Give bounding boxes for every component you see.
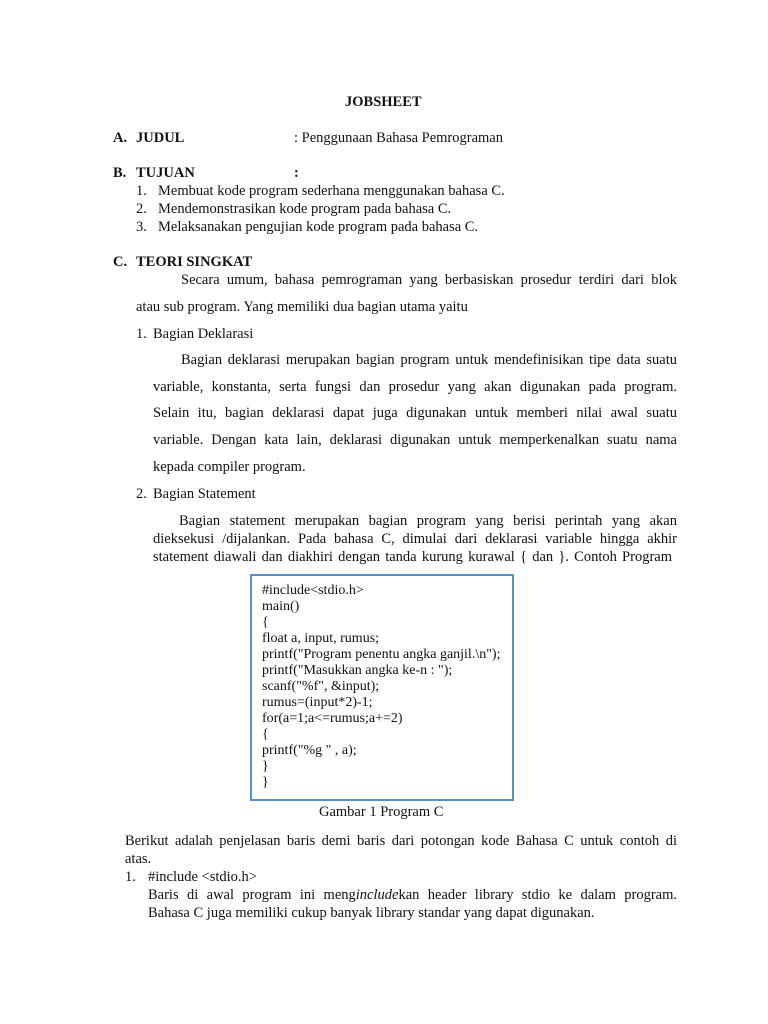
paragraph-line: Berikut adalah penjelasan baris demi baris dari potongan kode Bahasa C untuk contoh di [125,833,677,849]
paragraph-line: kepada compiler program. [153,459,306,475]
section-a-letter: A. [113,130,128,146]
code-line: { [262,727,269,742]
paragraph-line: Bagian deklarasi merupakan bagian program untuk mendefinisikan tipe data suatu [181,352,677,368]
code-line: } [262,775,269,790]
code-line: } [262,759,269,774]
list-item-number: 3. [136,219,147,235]
code-line: printf("%g " , a); [262,743,357,758]
code-line: scanf("%f", &input); [262,679,380,694]
subsection-number: 1. [136,326,147,342]
list-item-title: #include <stdio.h> [148,869,257,885]
code-line: rumus=(input*2)-1; [262,695,373,710]
list-item-number: 2. [136,201,147,217]
subsection-title: Bagian Deklarasi [153,326,254,342]
figure-caption: Gambar 1 Program C [319,804,444,820]
text-run: kan header library stdio ke dalam program. [398,887,677,903]
section-c-label: TEORI SINGKAT [136,254,253,270]
list-item-number: 1. [125,869,136,885]
text-run: Baris di awal program ini meng [148,887,356,903]
paragraph-line: Selain itu, bagian deklarasi dapat juga digunakan untuk memberi nilai awal suatu [153,405,677,421]
section-c-letter: C. [113,254,128,270]
paragraph-line: Secara umum, bahasa pemrograman yang berbasiskan prosedur terdiri dari blok [181,272,677,288]
list-item-text: Mendemonstrasikan kode program pada bahasa C. [158,201,452,217]
list-item-text: Membuat kode program sederhana menggunakan bahasa C. [158,183,505,199]
code-line: { [262,615,269,630]
code-figure [250,574,514,801]
section-b-colon: : [294,165,299,181]
paragraph-line: dieksekusi /dijalankan. Pada bahasa C, dimulai dari deklarasi variable hingga akhir [153,531,677,547]
emphasis-text: include [355,887,399,903]
subsection-number: 2. [136,486,147,502]
code-line: printf("Masukkan angka ke-n : "); [262,663,453,678]
paragraph-line: variable. Dengan kata lain, deklarasi digunakan untuk memperkenalkan suatu nama [153,432,677,448]
section-a-value: : Penggunaan Bahasa Pemrograman [294,130,503,146]
subsection-title: Bagian Statement [153,486,256,502]
list-item-number: 1. [136,183,147,199]
list-item-text: Melaksanakan pengujian kode program pada bahasa C. [158,219,479,235]
code-line: for(a=1;a<=rumus;a+=2) [262,711,403,726]
paragraph-line: atau sub program. Yang memiliki dua bagian utama yaitu [136,299,468,315]
paragraph-line: atas. [125,851,152,867]
code-line: printf("Program penentu angka ganjil.\n"); [262,647,501,662]
section-a-label: JUDUL [136,130,185,146]
code-line: float a, input, rumus; [262,631,380,646]
paragraph-line: Bahasa C juga memiliki cukup banyak library standar yang dapat digunakan. [148,905,595,921]
document-title: JOBSHEET [345,94,422,110]
paragraph-line: variable, konstanta, serta fungsi dan prosedur yang akan digunakan pada program. [153,379,677,395]
paragraph-line [148,887,677,904]
section-b-letter: B. [113,165,127,181]
paragraph-line: Bagian statement merupakan bagian program yang berisi perintah yang akan [179,513,677,529]
paragraph-line: statement diawali dan diakhiri dengan tanda kurung kurawal { dan }. Contoh Program [153,549,672,565]
section-b-label: TUJUAN [136,165,195,181]
code-line: main() [262,599,300,614]
code-line: #include<stdio.h> [262,583,364,598]
